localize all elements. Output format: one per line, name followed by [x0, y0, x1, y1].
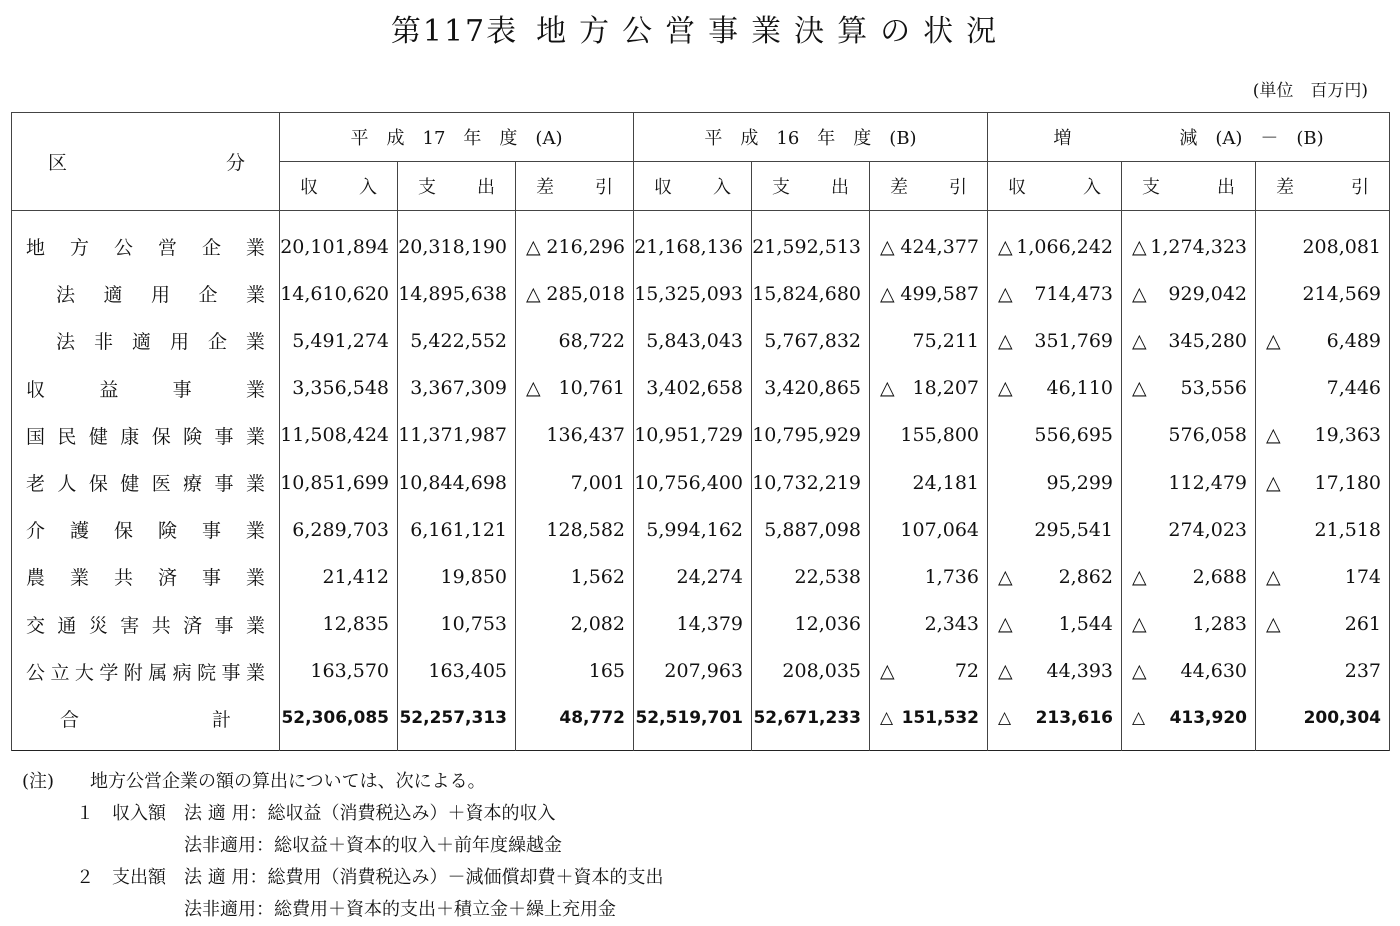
- table-cell: 10,753: [398, 601, 516, 648]
- table-cell: 10,951,729: [634, 412, 752, 459]
- table-cell: △ 1,066,242: [988, 211, 1122, 271]
- table-cell: 21,518: [1256, 506, 1390, 553]
- table-cell: △ 216,296: [516, 211, 634, 271]
- table-cell: 112,479: [1122, 459, 1256, 506]
- table-cell: 208,081: [1256, 211, 1390, 271]
- note-line: 法非適用：総費用＋資本的支出＋積立金＋繰上充用金: [22, 899, 616, 920]
- subheader-income: 収 入: [634, 162, 752, 211]
- table-cell: △ 261: [1256, 601, 1390, 648]
- subheader-balance: 差 引: [516, 162, 634, 211]
- table-cell: △ 1,544: [988, 601, 1122, 648]
- table-cell: 20,318,190: [398, 211, 516, 271]
- table-cell: 214,569: [1256, 270, 1390, 317]
- table-cell: 12,036: [752, 601, 870, 648]
- subheader-expense: 支 出: [752, 162, 870, 211]
- table-cell: 5,843,043: [634, 317, 752, 364]
- page-title: [0, 6, 1400, 50]
- table-cell: △ 424,377: [870, 211, 988, 271]
- table-cell: 10,795,929: [752, 412, 870, 459]
- table-cell: △ 413,920: [1122, 695, 1256, 751]
- notes: [22, 766, 663, 926]
- table-cell: △ 6,489: [1256, 317, 1390, 364]
- table-cell: 1,736: [870, 553, 988, 600]
- table-cell: △ 2,688: [1122, 553, 1256, 600]
- unit-label: (単位 百万円): [1252, 81, 1368, 101]
- table-cell: 20,101,894: [280, 211, 398, 271]
- row-label: 交 通 災 害 共 済 事 業: [12, 601, 280, 648]
- row-label: 法 非 適 用 企 業: [12, 317, 280, 364]
- row-label: 介 護 保 険 事 業: [12, 506, 280, 553]
- table-cell: △ 44,630: [1122, 648, 1256, 695]
- table-cell: △ 285,018: [516, 270, 634, 317]
- subheader-expense: 支 出: [398, 162, 516, 211]
- table-cell: △ 1,274,323: [1122, 211, 1256, 271]
- table-cell: 7,001: [516, 459, 634, 506]
- table-cell: 52,671,233: [752, 695, 870, 751]
- table-cell: 6,161,121: [398, 506, 516, 553]
- row-label: 法 適 用 企 業: [12, 270, 280, 317]
- table-cell: 2,343: [870, 601, 988, 648]
- table-row: [12, 553, 1390, 600]
- table-cell: △ 10,761: [516, 365, 634, 412]
- table-cell: 21,592,513: [752, 211, 870, 271]
- subheader-expense: 支 出: [1122, 162, 1256, 211]
- table-row: [12, 365, 1390, 412]
- table-row: [12, 459, 1390, 506]
- table-cell: 237: [1256, 648, 1390, 695]
- table-cell: 7,446: [1256, 365, 1390, 412]
- table-row: [12, 601, 1390, 648]
- table-number: 第117表: [390, 14, 519, 49]
- table-cell: △ 151,532: [870, 695, 988, 751]
- table-cell: 52,519,701: [634, 695, 752, 751]
- table-cell: △ 46,110: [988, 365, 1122, 412]
- table-cell: 22,538: [752, 553, 870, 600]
- table-cell: 5,887,098: [752, 506, 870, 553]
- table-cell: 21,412: [280, 553, 398, 600]
- table-cell: 3,367,309: [398, 365, 516, 412]
- table-cell: 10,732,219: [752, 459, 870, 506]
- row-label: 老 人 保 健 医 療 事 業: [12, 459, 280, 506]
- row-label: 地 方 公 営 企 業: [12, 211, 280, 271]
- table-cell: 52,306,085: [280, 695, 398, 751]
- table-cell: △ 929,042: [1122, 270, 1256, 317]
- table-cell: 200,304: [1256, 695, 1390, 751]
- subheader-income: 収 入: [988, 162, 1122, 211]
- total-row: [12, 695, 1390, 751]
- table-cell: 6,289,703: [280, 506, 398, 553]
- table-cell: 15,824,680: [752, 270, 870, 317]
- row-label: 国 民 健 康 保 険 事 業: [12, 412, 280, 459]
- row-label: 公 立 大 学 附 属 病 院 事 業: [12, 648, 280, 695]
- table-cell: 1,562: [516, 553, 634, 600]
- note-line: １ 収入額 法 適 用：総収益（消費税込み）＋資本的収入: [22, 803, 556, 824]
- table-title: 地方公営事業決算の状況: [536, 14, 1010, 49]
- table-cell: △ 1,283: [1122, 601, 1256, 648]
- table-cell: 163,570: [280, 648, 398, 695]
- table-cell: 75,211: [870, 317, 988, 364]
- table-cell: 207,963: [634, 648, 752, 695]
- table-cell: 2,082: [516, 601, 634, 648]
- table-row: [12, 317, 1390, 364]
- table-cell: △ 17,180: [1256, 459, 1390, 506]
- table-cell: 155,800: [870, 412, 988, 459]
- table-cell: △ 72: [870, 648, 988, 695]
- header-kubun: [12, 113, 280, 211]
- table-cell: 68,722: [516, 317, 634, 364]
- table-cell: △ 174: [1256, 553, 1390, 600]
- table-cell: 5,491,274: [280, 317, 398, 364]
- table-cell: 208,035: [752, 648, 870, 695]
- table-row: [12, 211, 1390, 271]
- table-row: [12, 506, 1390, 553]
- table-cell: 556,695: [988, 412, 1122, 459]
- table-cell: 5,422,552: [398, 317, 516, 364]
- kubun-char-2: 分: [225, 152, 245, 174]
- row-label: 農 業 共 済 事 業: [12, 553, 280, 600]
- table-cell: 295,541: [988, 506, 1122, 553]
- table-cell: 10,756,400: [634, 459, 752, 506]
- table-cell: △ 714,473: [988, 270, 1122, 317]
- table-cell: 128,582: [516, 506, 634, 553]
- note-line: ２ 支出額 法 適 用：総費用（消費税込み）－減価償却費＋資本的支出: [22, 867, 664, 888]
- subheader-balance: 差 引: [870, 162, 988, 211]
- subheader-income: 収 入: [280, 162, 398, 211]
- table-cell: 3,356,548: [280, 365, 398, 412]
- table-cell: 165: [516, 648, 634, 695]
- table-row: [12, 648, 1390, 695]
- table-cell: 95,299: [988, 459, 1122, 506]
- table-cell: △ 351,769: [988, 317, 1122, 364]
- table-cell: 576,058: [1122, 412, 1256, 459]
- table-cell: △ 18,207: [870, 365, 988, 412]
- table-cell: 10,844,698: [398, 459, 516, 506]
- table-cell: 14,895,638: [398, 270, 516, 317]
- table-cell: △ 19,363: [1256, 412, 1390, 459]
- header-change: 増 減 (A) － (B): [988, 113, 1390, 162]
- table-cell: △ 499,587: [870, 270, 988, 317]
- table-cell: 12,835: [280, 601, 398, 648]
- table-cell: 52,257,313: [398, 695, 516, 751]
- row-label: 合 計: [12, 695, 280, 751]
- table-cell: 24,181: [870, 459, 988, 506]
- table-cell: △ 345,280: [1122, 317, 1256, 364]
- table-cell: 107,064: [870, 506, 988, 553]
- note-line: (注) 地方公営企業の額の算出については、次による。: [22, 771, 486, 792]
- table-cell: 10,851,699: [280, 459, 398, 506]
- table-cell: 15,325,093: [634, 270, 752, 317]
- table-cell: 14,610,620: [280, 270, 398, 317]
- subheader-balance: 差 引: [1256, 162, 1390, 211]
- table-cell: △ 53,556: [1122, 365, 1256, 412]
- table-cell: 136,437: [516, 412, 634, 459]
- table-cell: △ 213,616: [988, 695, 1122, 751]
- table-cell: 3,402,658: [634, 365, 752, 412]
- table-cell: 5,767,832: [752, 317, 870, 364]
- table-cell: △ 2,862: [988, 553, 1122, 600]
- note-line: 法非適用：総収益＋資本的収入＋前年度繰越金: [22, 835, 562, 856]
- table-cell: 5,994,162: [634, 506, 752, 553]
- table-cell: 24,274: [634, 553, 752, 600]
- kubun-char-1: 区: [48, 152, 68, 174]
- table-cell: 3,420,865: [752, 365, 870, 412]
- table-row: [12, 412, 1390, 459]
- table-cell: 14,379: [634, 601, 752, 648]
- table-cell: 274,023: [1122, 506, 1256, 553]
- table-cell: 19,850: [398, 553, 516, 600]
- table-cell: 163,405: [398, 648, 516, 695]
- table-row: [12, 270, 1390, 317]
- table-cell: 48,772: [516, 695, 634, 751]
- table-cell: 11,371,987: [398, 412, 516, 459]
- row-label: 収 益 事 業: [12, 365, 280, 412]
- table-cell: △ 44,393: [988, 648, 1122, 695]
- table-cell: 21,168,136: [634, 211, 752, 271]
- header-fy16: 平 成 16 年 度 (B): [634, 113, 988, 162]
- settlement-table: [11, 112, 1390, 751]
- table-cell: 11,508,424: [280, 412, 398, 459]
- header-fy17: 平 成 17 年 度 (A): [280, 113, 634, 162]
